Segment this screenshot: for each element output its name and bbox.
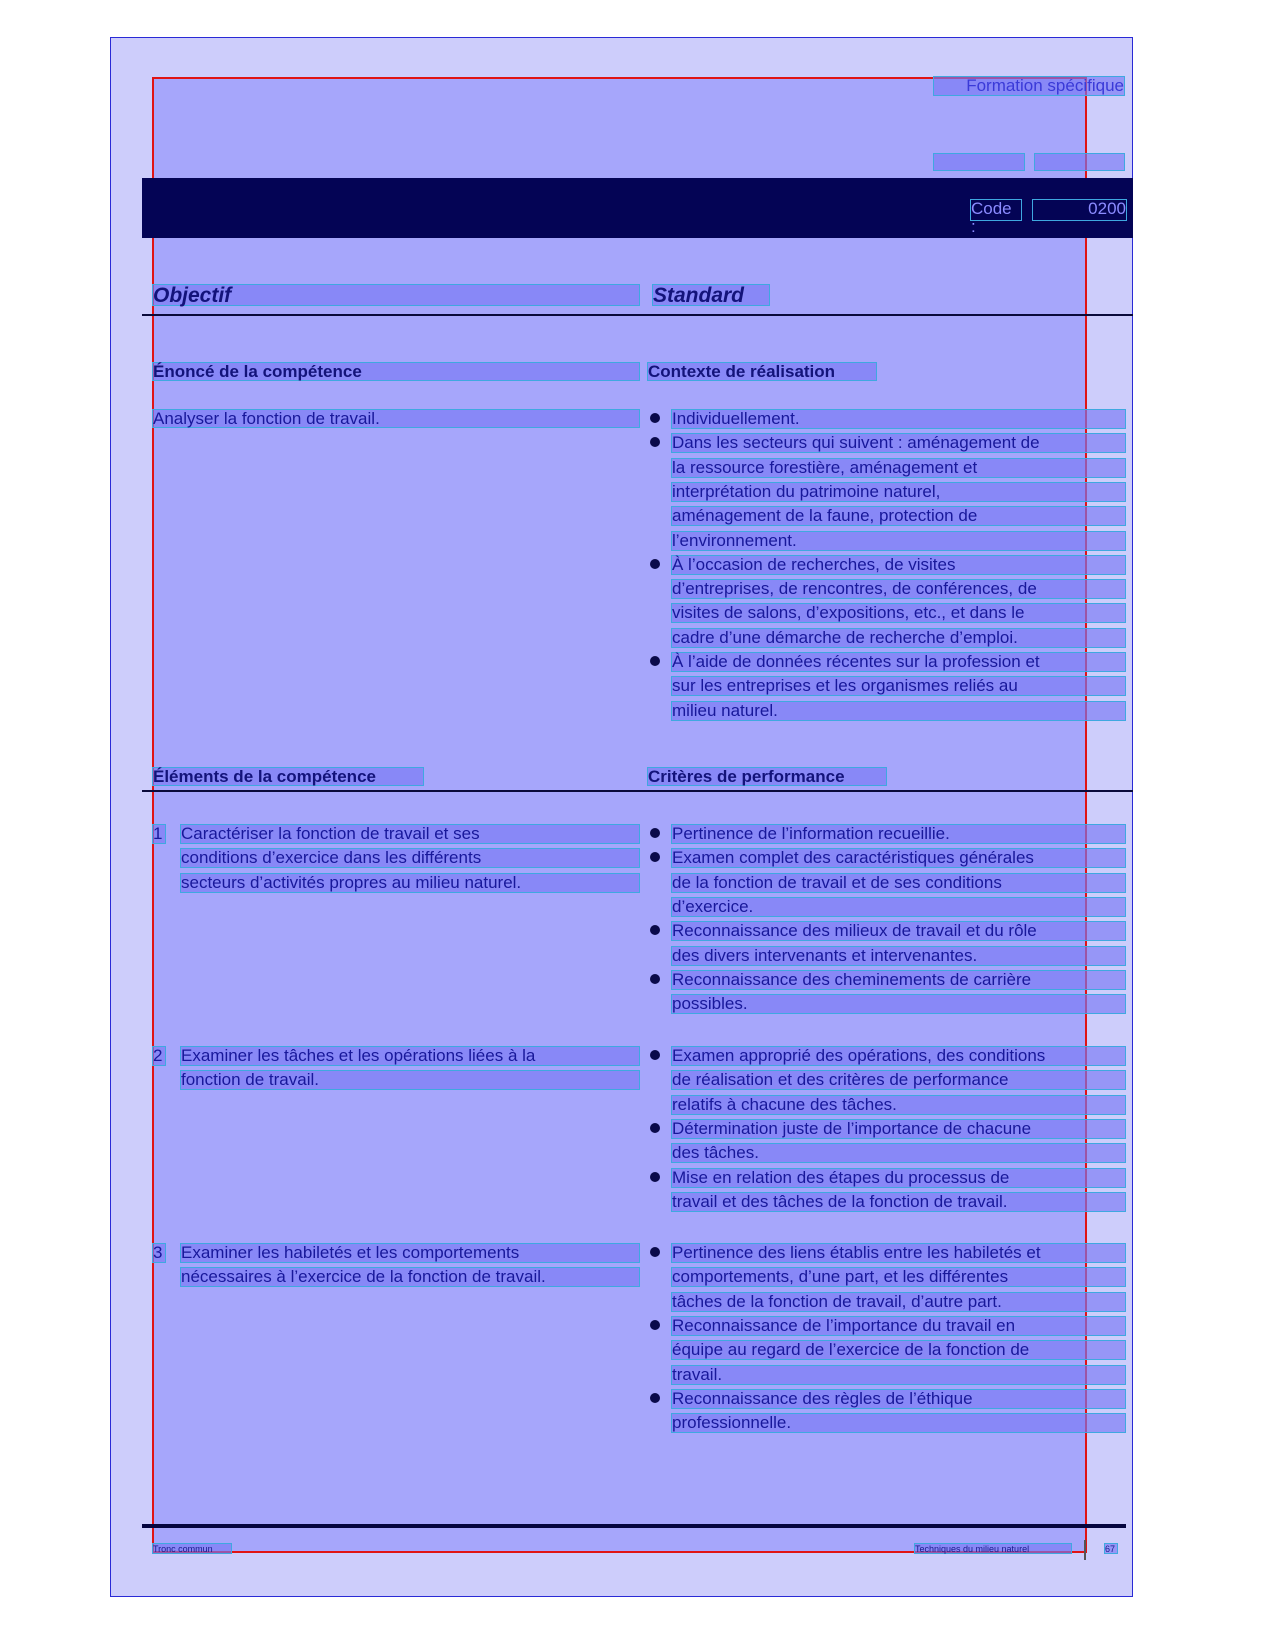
section-divider [142, 314, 1133, 316]
criterion-line: travail. [671, 1365, 1126, 1385]
criterion-line: de réalisation et des critères de performance [671, 1070, 1126, 1090]
criterion-line: Reconnaissance des règles de l’éthique [671, 1389, 1126, 1409]
context-line: sur les entreprises et les organismes reliés au [671, 676, 1126, 696]
bullet-icon [650, 1393, 660, 1403]
context-line: Individuellement. [671, 409, 1126, 429]
element-number: 3 [152, 1243, 166, 1263]
section-divider [142, 790, 1133, 792]
enonce-title: Énoncé de la compétence [152, 362, 640, 381]
context-line: d’entreprises, de rencontres, de conférences, de [671, 579, 1126, 599]
bullet-icon [650, 1247, 660, 1257]
contexte-title: Contexte de réalisation [647, 362, 877, 381]
bullet-icon [650, 974, 660, 984]
criterion-line: des tâches. [671, 1143, 1126, 1163]
code-value: 0200 [1032, 199, 1127, 221]
criterion-line: de la fonction de travail et de ses conditions [671, 873, 1126, 893]
criterion-line: Reconnaissance des milieux de travail et du rôle [671, 921, 1126, 941]
bullet-icon [650, 1172, 660, 1182]
criterion-line: des divers intervenants et intervenantes. [671, 946, 1126, 966]
context-line: Dans les secteurs qui suivent : aménagement de [671, 433, 1126, 453]
elements-title: Éléments de la compétence [152, 767, 424, 786]
page-number: 67 [1104, 1543, 1118, 1554]
element-line: Examiner les tâches et les opérations liées à la [180, 1046, 640, 1066]
criterion-line: possibles. [671, 994, 1126, 1014]
element-line: Caractériser la fonction de travail et ses [180, 824, 640, 844]
footer-left: Tronc commun [152, 1543, 232, 1554]
context-line: l’environnement. [671, 531, 1126, 551]
element-line: nécessaires à l’exercice de la fonction de travail. [180, 1267, 640, 1287]
margin-tick [1084, 1540, 1086, 1560]
criterion-line: Examen complet des caractéristiques générales [671, 848, 1126, 868]
context-line: interprétation du patrimoine naturel, [671, 482, 1126, 502]
criterion-line: travail et des tâches de la fonction de travail. [671, 1192, 1126, 1212]
bullet-icon [650, 413, 660, 423]
criterion-line: Reconnaissance des cheminements de carrière [671, 970, 1126, 990]
element-line: secteurs d’activités propres au milieu naturel. [180, 873, 640, 893]
context-line: visites de salons, d’expositions, etc., et dans le [671, 603, 1126, 623]
competence-statement: Analyser la fonction de travail. [152, 409, 640, 428]
criterion-line: Détermination juste de l’importance de chacune [671, 1119, 1126, 1139]
context-line: cadre d’une démarche de recherche d’emploi. [671, 628, 1126, 648]
context-line: aménagement de la faune, protection de [671, 506, 1126, 526]
criterion-line: tâches de la fonction de travail, d’autre part. [671, 1292, 1126, 1312]
criterion-line: équipe au regard de l’exercice de la fonction de [671, 1340, 1126, 1360]
element-line: Examiner les habiletés et les comportements [180, 1243, 640, 1263]
criterion-line: relatifs à chacune des tâches. [671, 1095, 1126, 1115]
element-line: conditions d’exercice dans les différents [180, 848, 640, 868]
criterion-line: Examen approprié des opérations, des conditions [671, 1046, 1126, 1066]
code-label: Code : [970, 199, 1022, 221]
bullet-icon [650, 1050, 660, 1060]
element-number: 2 [152, 1046, 166, 1066]
context-line: À l’occasion de recherches, de visites [671, 555, 1126, 575]
bullet-icon [650, 1123, 660, 1133]
element-number: 1 [152, 824, 166, 844]
context-line: À l’aide de données récentes sur la profession et [671, 652, 1126, 672]
bullet-icon [650, 559, 660, 569]
criterion-line: Pertinence de l’information recueillie. [671, 824, 1126, 844]
objectif-heading: Objectif [152, 284, 640, 306]
footer-rule [142, 1524, 1126, 1528]
criterion-line: Reconnaissance de l’importance du travail en [671, 1316, 1126, 1336]
criterion-line: Mise en relation des étapes du processus de [671, 1168, 1126, 1188]
bullet-icon [650, 1320, 660, 1330]
footer-right: Techniques du milieu naturel [914, 1543, 1072, 1554]
criterion-line: Pertinence des liens établis entre les habiletés et [671, 1243, 1126, 1263]
criteres-title: Critères de performance [647, 767, 887, 786]
criterion-line: d’exercice. [671, 897, 1126, 917]
header-field-box [1034, 153, 1125, 171]
program-label: Formation spécifique [933, 76, 1125, 96]
bullet-icon [650, 828, 660, 838]
header-field-box [933, 153, 1025, 171]
context-line: milieu naturel. [671, 701, 1126, 721]
criterion-line: professionnelle. [671, 1413, 1126, 1433]
context-line: la ressource forestière, aménagement et [671, 458, 1126, 478]
bullet-icon [650, 656, 660, 666]
criterion-line: comportements, d’une part, et les différentes [671, 1267, 1126, 1287]
standard-heading: Standard [652, 284, 770, 306]
element-line: fonction de travail. [180, 1070, 640, 1090]
